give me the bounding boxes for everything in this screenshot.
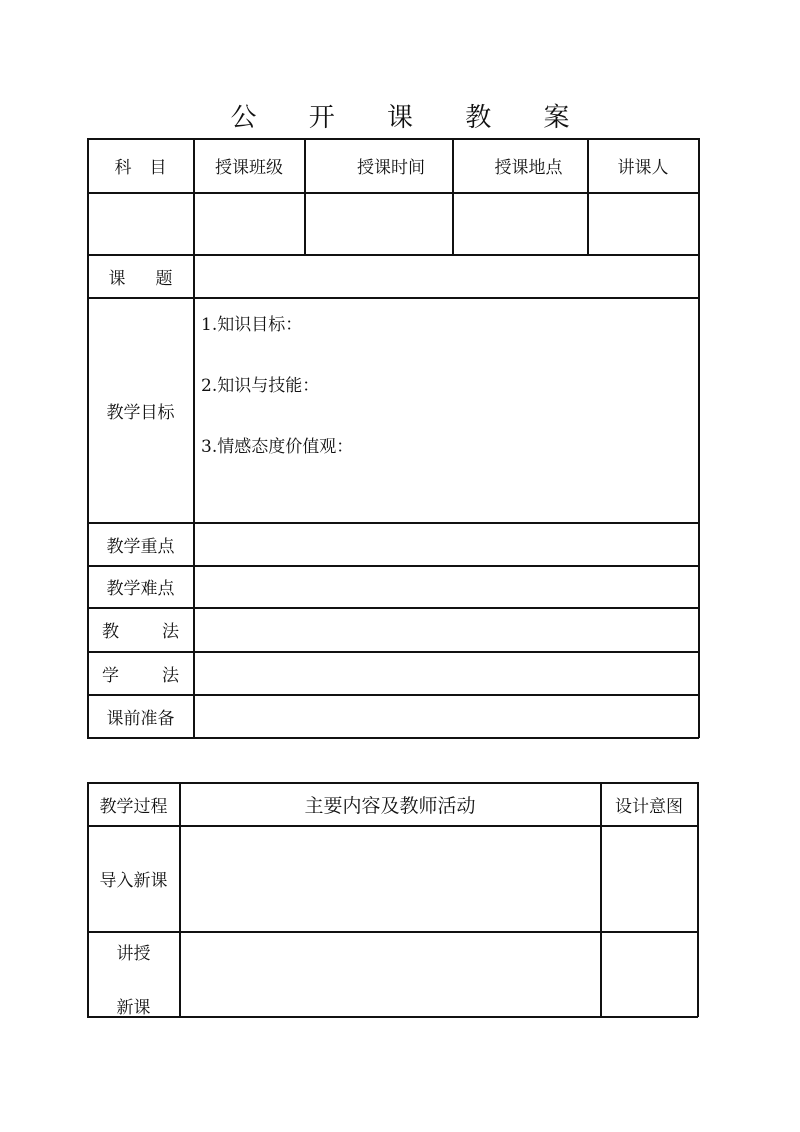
objective-attitude: 3.情感态度价值观： — [201, 437, 354, 457]
teaching-method-label: 教 法 — [102, 622, 179, 642]
key-points-value-cell[interactable] — [194, 523, 698, 565]
learning-method-label: 学 法 — [102, 665, 179, 686]
time-value-cell[interactable] — [305, 193, 452, 254]
class-value-cell[interactable] — [194, 193, 304, 254]
learning-method-value-cell[interactable] — [194, 652, 698, 694]
header-process: 教学过程 — [99, 796, 168, 817]
topic-value-cell[interactable] — [194, 255, 698, 297]
preparation-label: 课前准备 — [106, 708, 175, 729]
header-intent: 设计意图 — [615, 796, 683, 817]
page-title: 公 开 课 教 案 — [230, 103, 592, 133]
teach-intent-cell[interactable] — [601, 932, 697, 1016]
teaching-method-value-cell[interactable] — [194, 608, 698, 651]
place-value-cell[interactable] — [453, 193, 587, 254]
teach-content-cell[interactable] — [180, 932, 600, 1016]
header-class: 授课班级 — [215, 158, 283, 178]
header-subject: 科 目 — [114, 158, 167, 178]
intro-label: 导入新课 — [99, 871, 168, 891]
teach-label-line2: 新课 — [116, 997, 151, 1018]
teach-label-line1: 讲授 — [116, 943, 151, 964]
preparation-value-cell[interactable] — [194, 695, 698, 737]
objectives-label: 教学目标 — [106, 402, 175, 423]
key-points-label: 教学重点 — [106, 536, 175, 557]
intro-content-cell[interactable] — [180, 826, 600, 931]
topic-label: 课 题 — [108, 268, 173, 289]
header-content: 主要内容及教师活动 — [304, 794, 476, 817]
header-teacher: 讲课人 — [617, 158, 669, 178]
intro-intent-cell[interactable] — [601, 826, 697, 931]
objective-knowledge: 1.知识目标： — [201, 315, 303, 335]
header-time: 授课时间 — [357, 158, 425, 178]
teacher-value-cell[interactable] — [588, 193, 698, 254]
difficult-points-label: 教学难点 — [106, 579, 175, 599]
objective-skills: 2.知识与技能： — [201, 376, 320, 396]
subject-value-cell[interactable] — [88, 193, 193, 254]
difficult-points-value-cell[interactable] — [194, 566, 698, 607]
header-place: 授课地点 — [494, 158, 563, 178]
